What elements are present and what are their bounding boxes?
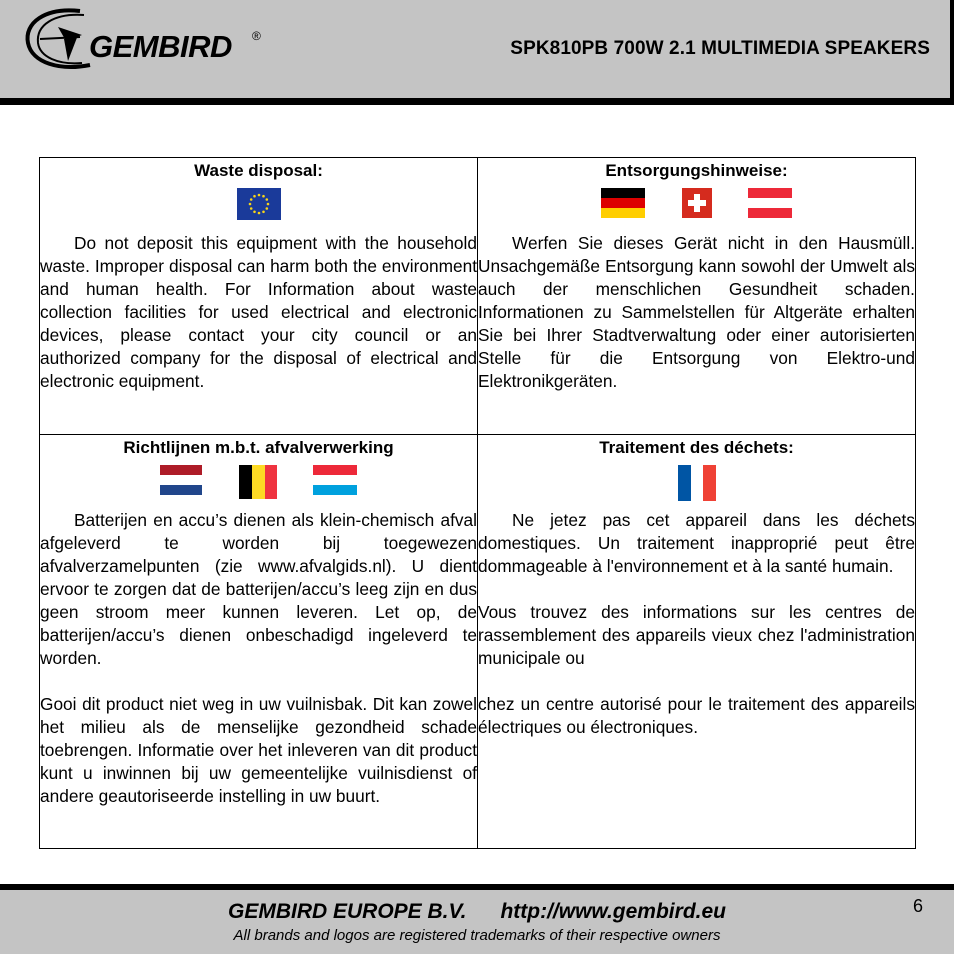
paragraph: Gooi dit product niet weg in uw vuilnisbak. Dit kan zowel het milieu als de menselijke gezondheid schade toebrengen. Informatie over het inleveren van dit product kunt u inwinnen bij uw gemeentelijke vuilnisdienst of andere geautoriseerde instelling in uw buurt. xyxy=(40,694,477,806)
section-body xyxy=(478,509,915,739)
disposal-info-table xyxy=(39,157,916,849)
paragraph: Batterijen en accu’s dienen als klein-chemisch afval afgeleverd te worden bij toegewezen afvalverzamelpunten (zie www.afvalgids.nl). U dient ervoor te zorgen dat de batterijen/accu’s leeg zijn en dus geen stroom meer kunnen leveren. Let op, de batterijen/accu’s dienen onbeschadigd ingeleverd te worden. xyxy=(40,510,477,668)
luxembourg-flag-icon xyxy=(313,465,357,500)
company-name: GEMBIRD EUROPE B.V. xyxy=(228,900,467,923)
section-heading: Waste disposal: xyxy=(194,161,323,180)
brand-name: GEMBIRD xyxy=(89,29,232,64)
switzerland-flag-icon xyxy=(682,188,712,223)
section-dutch xyxy=(40,435,478,849)
paragraph: chez un centre autorisé pour le traitement des appareils électriques ou électroniques. xyxy=(478,694,915,737)
page-number: 6 xyxy=(913,896,924,916)
flag-row xyxy=(40,465,477,499)
gembird-logo xyxy=(20,5,260,75)
document-title: SPK810PB 700W 2.1 MULTIMEDIA SPEAKERS xyxy=(510,38,930,59)
header-rule xyxy=(0,98,954,105)
section-german xyxy=(478,158,916,435)
flag-row xyxy=(478,465,915,499)
registered-mark: ® xyxy=(252,29,261,43)
germany-flag-icon xyxy=(601,188,645,223)
paragraph: Vous trouvez des informations sur les centres de rassemblement des appareils vieux chez l'administration municipale ou xyxy=(478,602,915,668)
trademark-note: All brands and logos are registered trademarks of their respective owners xyxy=(233,927,721,944)
section-heading: Traitement des déchets: xyxy=(599,438,794,457)
section-french xyxy=(478,435,916,849)
netherlands-flag-icon xyxy=(160,465,202,500)
france-flag-icon xyxy=(678,465,716,506)
flag-row xyxy=(478,188,915,222)
header-edge xyxy=(950,0,954,100)
section-body xyxy=(40,232,477,393)
website-link[interactable]: http://www.gembird.eu xyxy=(500,900,726,923)
section-body xyxy=(478,232,915,393)
section-body xyxy=(40,509,477,808)
austria-flag-icon xyxy=(748,188,792,223)
section-english xyxy=(40,158,478,435)
paragraph: Do not deposit this equipment with the household waste. Improper disposal can harm both the environment and human health. For Information about waste collection facilities for used electrical and electronic devices, please contact your city council or an authorized company for the disposal of electrical and electronic equipment. xyxy=(40,233,477,391)
section-heading: Richtlijnen m.b.t. afvalverwerking xyxy=(123,438,394,457)
paragraph: Werfen Sie dieses Gerät nicht in den Hausmüll. Unsachgemäße Entsorgung kann sowohl der Umwelt als auch der menschlichen Gesundheit schaden. Informationen zu Sammelstellen für Altgeräte erhalten Sie bei Ihrer Stadtverwaltung oder einer autorisierten Stelle für die Entsorgung von Elektro-und Elektronikgeräten. xyxy=(478,233,915,391)
footer-company-line xyxy=(0,900,954,924)
paragraph: Ne jetez pas cet appareil dans les déchets domestiques. Un traitement inapproprié peut être dommageable à l'environnement et à la santé humain. xyxy=(478,510,915,576)
belgium-flag-icon xyxy=(239,465,277,504)
flag-row xyxy=(40,188,477,222)
eu-flag-icon xyxy=(237,188,281,225)
section-heading: Entsorgungshinweise: xyxy=(605,161,788,180)
